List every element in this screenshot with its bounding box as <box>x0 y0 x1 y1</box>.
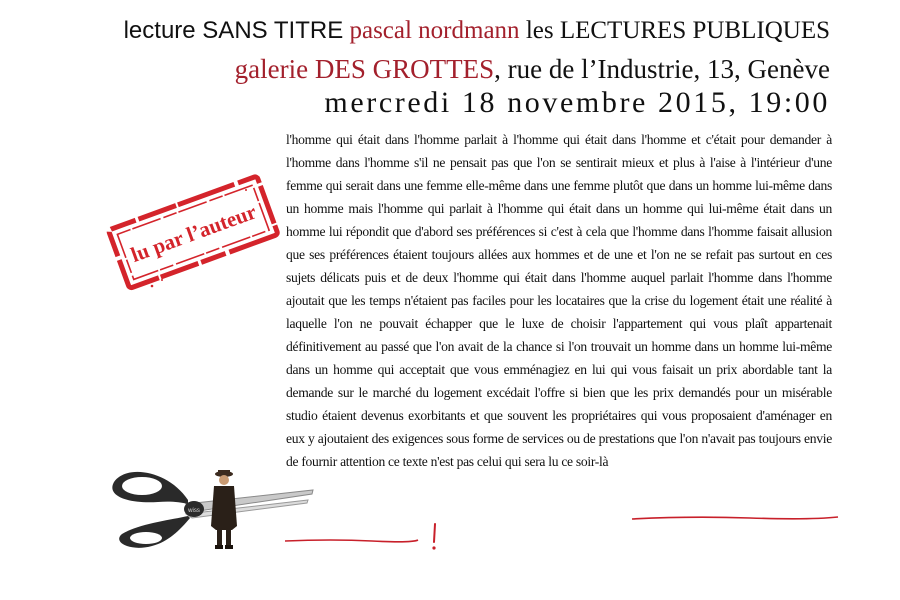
underlined-note: attention ce texte n'est pas celui qui sera lu ce soir-là <box>340 454 609 469</box>
header-series: les LECTURES PUBLIQUES <box>519 17 830 44</box>
header-title: SANS TITRE <box>202 17 344 44</box>
header-lecture: lecture <box>123 17 203 44</box>
header-author: pascal nordmann <box>343 17 520 44</box>
note-underline-1 <box>630 513 842 523</box>
stamp-text: lu par l’auteur <box>127 199 260 267</box>
man-figure-icon <box>204 468 244 552</box>
body-text <box>286 128 832 473</box>
header-date: mercredi 18 novembre 2015, 19:00 <box>324 86 830 119</box>
stamp-lu-par-l-auteur <box>96 168 286 296</box>
header-venue: galerie DES GROTTES <box>234 54 495 84</box>
header-line-2 <box>235 52 830 86</box>
svg-text:wiss: wiss <box>188 508 200 514</box>
header-address: , rue de l’Industrie, 13, Genève <box>494 54 830 84</box>
body-paragraph: l'homme qui était dans l'homme parlait à l'homme qui était dans l'homme et c'était pour demander à l'homme dans l'homme s'il ne pensait pas que l'on se sentirait mieux et plus à l'aise à l'intérieur d'une femme qui serait dans une femme elle-même dans une femme plutôt que dans un homme lui-même dans un homme mais l'homme qui parlait à l'homme qui était dans un homme qui lui-même était dans un homme lui répondit que d'abord ses préférences si c'est à cela que l'homme dans l'homme faisait allusion que ses préférences étaient toujours allées aux hommes et de une et l'on ne se refait pas surtout en ces sujets délicats puis et de deux l'homme qui était dans l'homme auquel parlait l'homme dans l'homme ajoutait que les temps n'étaient pas faciles pour les locataires que la crise du logement était une réalité à laquelle l'on ne pouvait échapper que le luxe de choisir l'appartement qui vous plaît appartenait définitivement au passé que l'on avait de la chance si l'on trouvait un homme dans un homme lui-même dans un homme qui acceptait que vous emménagiez en lui qui vous faisait un prix abordable tant la demande sur le marché du logement excédait l'offre si bien que les prix demandés pour un misérable studio étaient devenus exorbitants et que souvent les propriétaires qui vous proposaient d'aménager en eux y ajoutaient des exigences sous forme de services ou de prestations que l'on n'avait pas toujours envie de fournir <box>286 132 832 469</box>
header-line-1 <box>124 14 830 48</box>
exclamation-mark-icon <box>428 522 442 552</box>
